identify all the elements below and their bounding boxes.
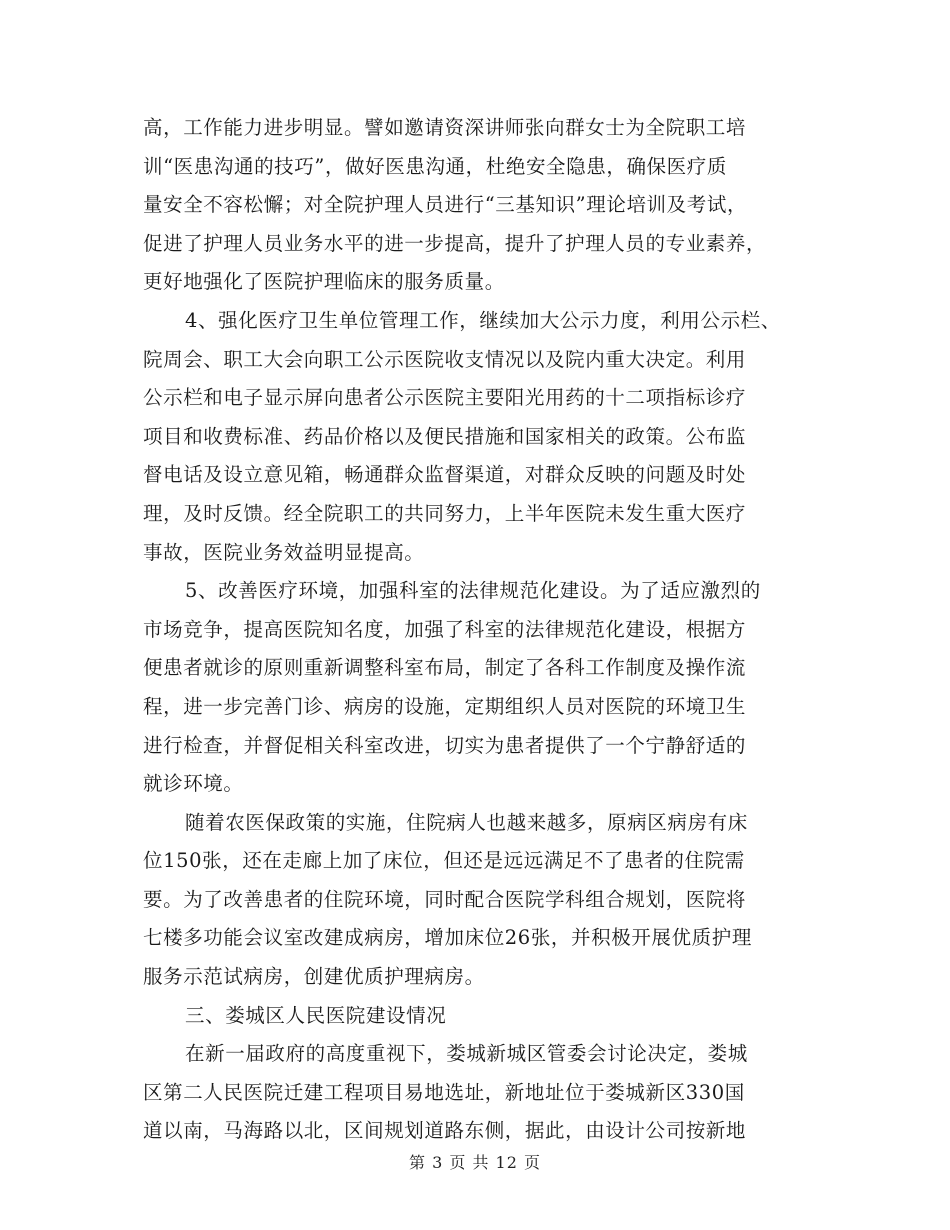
section-heading: 三、娄城区人民医院建设情况 — [185, 1003, 447, 1027]
text-line: 程，进一步完善门诊、病房的设施，定期组织人员对医院的环境卫生 — [143, 694, 747, 718]
document-body — [143, 109, 823, 1151]
text-line: 就诊环境。 — [143, 772, 244, 796]
text-line: 便患者就诊的原则重新调整科室布局，制定了各科工作制度及操作流 — [143, 656, 747, 680]
text-line: 促进了护理人员业务水平的进一步提高，提升了护理人员的专业素养， — [143, 231, 767, 255]
text-line: 市场竞争，提高医院知名度，加强了科室的法律规范化建设，根据方 — [143, 617, 747, 641]
text-line: 道以南，马海路以北，区间规划道路东侧，据此，由设计公司按新地 — [143, 1119, 747, 1143]
paragraph-start-line: 4、强化医疗卫生单位管理工作，继续加大公示力度，利用公示栏、 — [185, 308, 781, 332]
text-line: 服务示范试病房，创建优质护理病房。 — [143, 965, 485, 989]
text-line: 项目和收费标准、药品价格以及便民措施和国家相关的政策。公布监 — [143, 424, 747, 448]
text-line: 量安全不容松懈；对全院护理人员进行“三基知识”理论培训及考试， — [143, 193, 748, 217]
paragraph-start-line: 随着农医保政策的实施，住院病人也越来越多，原病区病房有床 — [185, 810, 748, 834]
text-line: 更好地强化了医院护理临床的服务质量。 — [143, 270, 505, 294]
text-line: 院周会、职工大会向职工公示医院收支情况以及院内重大决定。利用 — [143, 347, 747, 371]
page-number-label: 第 3 页 共 12 页 — [409, 1153, 541, 1172]
page-footer — [0, 1150, 950, 1173]
text-line: 事故，医院业务效益明显提高。 — [143, 540, 425, 564]
text-line: 督电话及设立意见箱，畅通群众监督渠道，对群众反映的问题及时处 — [143, 463, 747, 487]
paragraph-start-line: 在新一届政府的高度重视下，娄城新城区管委会讨论决定，娄城 — [185, 1042, 748, 1066]
text-line: 区第二人民医院迁建工程项目易地选址，新地址位于娄城新区330国 — [143, 1080, 745, 1104]
text-line: 训“医患沟通的技巧”，做好医患沟通，杜绝安全隐患，确保医疗质 — [143, 154, 727, 178]
text-line: 高，工作能力进步明显。譬如邀请资深讲师张向群女士为全院职工培 — [143, 116, 747, 139]
text-line: 进行检查，并督促相关科室改进，切实为患者提供了一个宁静舒适的 — [143, 733, 747, 757]
text-line: 公示栏和电子显示屏向患者公示医院主要阳光用药的十二项指标诊疗 — [143, 386, 747, 410]
paragraph-start-line: 5、改善医疗环境，加强科室的法律规范化建设。为了适应激烈的 — [185, 579, 761, 603]
text-line: 理，及时反馈。经全院职工的共同努力，上半年医院未发生重大医疗 — [143, 501, 747, 525]
text-line: 七楼多功能会议室改建成病房，增加床位26张，并积极开展优质护理 — [143, 926, 752, 950]
text-line: 位150张，还在走廊上加了床位，但还是远远满足不了患者的住院需 — [143, 849, 745, 873]
text-line: 要。为了改善患者的住院环境，同时配合医院学科组合规划，医院将 — [143, 887, 747, 911]
